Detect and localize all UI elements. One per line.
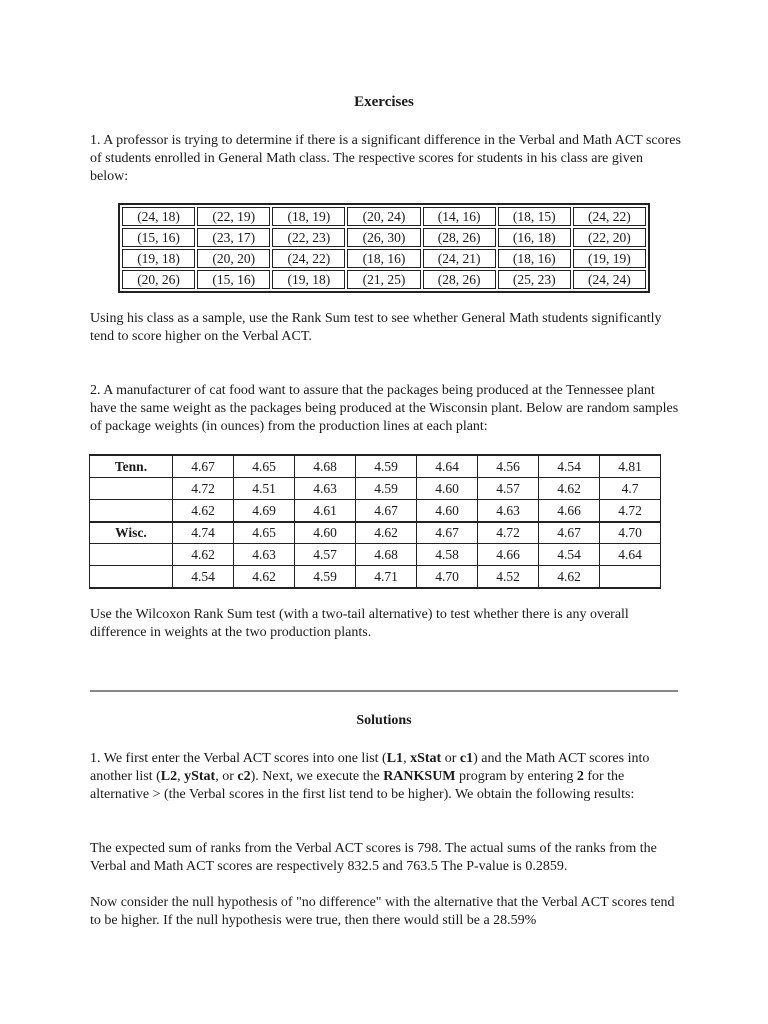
table-cell: 4.62 xyxy=(539,478,600,500)
table-cell: 4.70 xyxy=(417,566,478,589)
table-cell: (19, 18) xyxy=(272,270,345,289)
table-cell: 4.51 xyxy=(234,478,295,500)
table-cell: 4.57 xyxy=(478,478,539,500)
table-cell: (15, 16) xyxy=(122,228,195,247)
table-row xyxy=(90,455,661,478)
table-row xyxy=(90,522,661,544)
empty-label-cell xyxy=(90,544,173,566)
solutions-title: Solutions xyxy=(356,713,412,728)
table-cell: (20, 26) xyxy=(122,270,195,289)
table-cell: 4.72 xyxy=(478,522,539,544)
table-cell: 4.54 xyxy=(539,544,600,566)
table-cell: (16, 18) xyxy=(498,228,571,247)
table-cell: 4.63 xyxy=(295,478,356,500)
table-cell: 4.74 xyxy=(173,522,234,544)
empty-label-cell xyxy=(90,566,173,589)
act-scores-table xyxy=(118,203,650,293)
table-cell: 4.66 xyxy=(478,544,539,566)
table-cell: 4.70 xyxy=(600,522,661,544)
table-cell: 4.67 xyxy=(173,455,234,478)
table-cell: (22, 19) xyxy=(197,207,270,226)
table-row xyxy=(90,566,661,589)
table-cell: 4.59 xyxy=(295,566,356,589)
table-cell: 4.66 xyxy=(539,500,600,523)
table-cell: (25, 23) xyxy=(498,270,571,289)
table-cell: 4.62 xyxy=(173,544,234,566)
tennessee-weights-table xyxy=(89,454,661,523)
table-cell: (28, 26) xyxy=(423,228,496,247)
table-cell: (15, 16) xyxy=(197,270,270,289)
table-cell: 4.62 xyxy=(539,566,600,589)
table-cell: 4.72 xyxy=(600,500,661,523)
exercise-2-question: Use the Wilcoxon Rank Sum test (with a two-tail alternative) to test whether there is any overall difference in weights at the two production plants. xyxy=(90,607,629,640)
table-cell: (28, 26) xyxy=(423,270,496,289)
table-cell: (18, 19) xyxy=(272,207,345,226)
plant-label: Wisc. xyxy=(90,522,173,544)
table-cell: 4.81 xyxy=(600,455,661,478)
table-cell: 4.60 xyxy=(417,500,478,523)
table-cell: (20, 24) xyxy=(347,207,420,226)
table-cell: 4.57 xyxy=(295,544,356,566)
table-cell: (24, 22) xyxy=(272,249,345,268)
exercise-1-intro: 1. A professor is trying to determine if there is a significant difference in the Verbal and Math ACT scores of students enrolled in General Math class. The respective scores for students in his class are given below: xyxy=(90,133,681,184)
table-row xyxy=(122,228,646,247)
table-cell: 4.54 xyxy=(539,455,600,478)
empty-label-cell xyxy=(90,500,173,523)
solution-1-paragraph: 1. We first enter the Verbal ACT scores into one list (L1, xStat or c1) and the Math ACT scores into another list (L2, yStat, or c2). Next, we execute the RANKSUM program by entering 2 for the alternative > (the Verbal scores in the first list tend to be higher). We obtain the following results: xyxy=(90,751,650,802)
table-cell: (22, 23) xyxy=(272,228,345,247)
exercises-title: Exercises xyxy=(354,94,414,110)
table-row xyxy=(122,249,646,268)
table-cell: 4.64 xyxy=(600,544,661,566)
wisconsin-weights-table xyxy=(89,521,661,589)
table-cell: 4.59 xyxy=(356,478,417,500)
table-cell: (19, 18) xyxy=(122,249,195,268)
table-cell: (24, 21) xyxy=(423,249,496,268)
plant-label: Tenn. xyxy=(90,455,173,478)
table-cell: (24, 24) xyxy=(573,270,646,289)
section-divider xyxy=(90,690,678,692)
table-cell: (18, 16) xyxy=(347,249,420,268)
empty-label-cell xyxy=(90,478,173,500)
table-cell: 4.60 xyxy=(417,478,478,500)
table-cell: 4.63 xyxy=(234,544,295,566)
table-row xyxy=(90,478,661,500)
table-cell: (14, 16) xyxy=(423,207,496,226)
table-cell: 4.63 xyxy=(478,500,539,523)
table-cell: 4.54 xyxy=(173,566,234,589)
table-cell: 4.62 xyxy=(356,522,417,544)
table-cell: (18, 16) xyxy=(498,249,571,268)
table-cell: 4.62 xyxy=(234,566,295,589)
table-cell: 4.7 xyxy=(600,478,661,500)
table-cell: (19, 19) xyxy=(573,249,646,268)
table-cell: 4.56 xyxy=(478,455,539,478)
table-cell: 4.71 xyxy=(356,566,417,589)
solution-1-interpretation: Now consider the null hypothesis of "no difference" with the alternative that the Verbal ACT scores tend to be higher. If the null hypothesis were true, then there would still be a 28.59% xyxy=(90,895,675,928)
table-cell: 4.68 xyxy=(295,455,356,478)
table-cell: 4.64 xyxy=(417,455,478,478)
table-cell: 4.67 xyxy=(417,522,478,544)
table-row xyxy=(90,500,661,523)
table-cell: 4.61 xyxy=(295,500,356,523)
table-cell: 4.62 xyxy=(173,500,234,523)
table-cell: 4.59 xyxy=(356,455,417,478)
table-cell: (22, 20) xyxy=(573,228,646,247)
solution-1-results: The expected sum of ranks from the Verbal ACT scores is 798. The actual sums of the ranks from the Verbal and Math ACT scores are respectively 832.5 and 763.5 The P-value is 0.2859. xyxy=(90,841,657,874)
table-cell: (24, 22) xyxy=(573,207,646,226)
table-cell: 4.69 xyxy=(234,500,295,523)
table-cell: (26, 30) xyxy=(347,228,420,247)
table-cell: (21, 25) xyxy=(347,270,420,289)
table-cell: (23, 17) xyxy=(197,228,270,247)
table-cell: 4.72 xyxy=(173,478,234,500)
table-cell: 4.52 xyxy=(478,566,539,589)
table-cell: (24, 18) xyxy=(122,207,195,226)
table-row xyxy=(122,207,646,226)
table-cell: 4.65 xyxy=(234,455,295,478)
table-cell: (18, 15) xyxy=(498,207,571,226)
exercise-1-question: Using his class as a sample, use the Rank Sum test to see whether General Math students significantly tend to score higher on the Verbal ACT. xyxy=(90,311,662,344)
table-cell: 4.58 xyxy=(417,544,478,566)
table-row xyxy=(122,270,646,289)
table-cell: 4.68 xyxy=(356,544,417,566)
table-cell: (20, 20) xyxy=(197,249,270,268)
table-cell: 4.60 xyxy=(295,522,356,544)
table-cell: 4.65 xyxy=(234,522,295,544)
table-cell xyxy=(600,566,661,589)
table-cell: 4.67 xyxy=(356,500,417,523)
table-row xyxy=(90,544,661,566)
table-cell: 4.67 xyxy=(539,522,600,544)
exercise-2-intro: 2. A manufacturer of cat food want to assure that the packages being produced at the Tennessee plant have the same weight as the packages being produced at the Wisconsin plant. Below are random samples of package weights (in ounces) from the production lines at each plant: xyxy=(90,383,679,434)
